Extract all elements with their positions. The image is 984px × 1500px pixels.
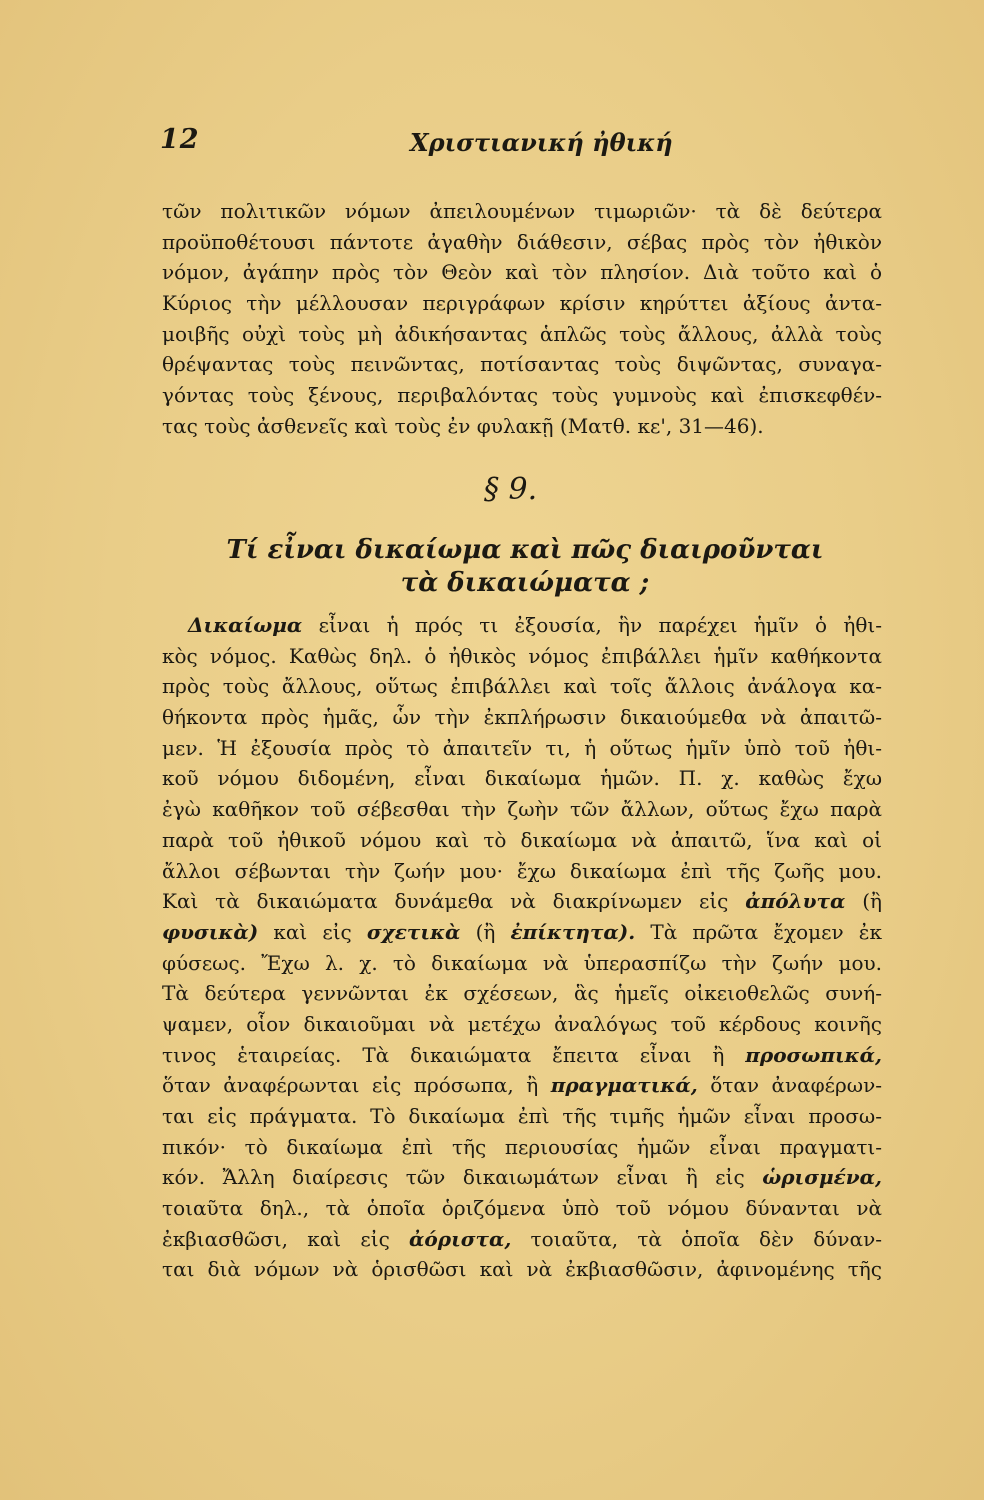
text-line bbox=[162, 610, 882, 641]
text-run: ἐκβιασθῶσι, καὶ εἰς bbox=[162, 1226, 410, 1251]
text-line: ψαμεν, οἷον δικαιοῦμαι νὰ μετέχω ἀναλόγως τοῦ κέρδους κοινῆς bbox=[162, 1011, 882, 1036]
section-title-line-1: Τί εἶναι δικαίωμα καὶ πῶς διαιροῦνται bbox=[226, 535, 824, 565]
emphasized-term: σχετικὰ bbox=[366, 919, 461, 944]
text-line: φύσεως. Ἔχω λ. χ. τὸ δικαίωμα νὰ ὑπερασπίζω τὴν ζωήν μου. bbox=[162, 950, 882, 975]
text-line: τας τοὺς ἀσθενεῖς καὶ τοὺς ἐν φυλακῇ (Ματθ. κε', 31—46). bbox=[162, 413, 764, 438]
text-run: τοιαῦτα, τὰ ὁποῖα δὲν δύναν- bbox=[511, 1226, 882, 1251]
section-title-line-2: τὰ δικαιώματα ; bbox=[400, 568, 650, 598]
text-line: κοῦ νόμου διδομένη, εἶναι δικαίωμα ἡμῶν. Π. χ. καθὼς ἔχω bbox=[162, 766, 882, 791]
text-line: μεν. Ἡ ἐξουσία πρὸς τὸ ἀπαιτεῖν τι, ἡ οὕτως ἡμῖν ὑπὸ τοῦ ἠθι- bbox=[162, 735, 882, 760]
text-line: θήκοντα πρὸς ἡμᾶς, ὧν τὴν ἐκπλήρωσιν δικαιούμεθα νὰ ἀπαιτῶ- bbox=[162, 705, 882, 730]
text-line bbox=[162, 1040, 882, 1071]
text-line: ται διὰ νόμων νὰ ὁρισθῶσι καὶ νὰ ἐκβιασθῶσιν, ἀφινομένης τῆς bbox=[162, 1257, 882, 1282]
text-run: Τὰ πρῶτα ἔχομεν ἐκ bbox=[635, 919, 882, 944]
running-title: Χριστιανική ἠθική bbox=[410, 128, 673, 157]
emphasized-term: πραγματικά, bbox=[550, 1073, 698, 1098]
text-line: κὸς νόμος. Καθὼς δηλ. ὁ ἠθικὸς νόμος ἐπιβάλλει ἡμῖν καθήκοντα bbox=[162, 643, 882, 668]
emphasized-term: ἀπόλυτα bbox=[745, 889, 846, 914]
section-number: § 9. bbox=[484, 472, 538, 507]
text-line: γόντας τοὺς ξένους, περιβαλόντας τοὺς γυμνοὺς καὶ ἐπισκεφθέν- bbox=[162, 383, 882, 408]
emphasized-term: προσωπικά, bbox=[745, 1042, 882, 1067]
text-line bbox=[162, 917, 882, 948]
text-line: τοιαῦτα δηλ., τὰ ὁποῖα ὁριζόμενα ὑπὸ τοῦ νόμου δύνανται νὰ bbox=[162, 1196, 882, 1221]
defined-term: Δικαίωμα bbox=[188, 613, 303, 637]
text-line: Τὰ δεύτερα γεννῶνται ἐκ σχέσεων, ἃς ἡμεῖς οἰκειοθελῶς συνή- bbox=[162, 981, 882, 1006]
text-line: πικόν· τὸ δικαίωμα ἐπὶ τῆς περιουσίας ἡμῶν εἶναι πραγματι- bbox=[162, 1134, 882, 1159]
text-run: τινος ἑταιρείας. Τὰ δικαιώματα ἔπειτα εἶναι ἢ bbox=[162, 1042, 746, 1067]
text-line: νόμον, ἀγάπην πρὸς τὸν Θεὸν καὶ τὸν πλησίον. Διὰ τοῦτο καὶ ὁ bbox=[162, 260, 882, 285]
text-line bbox=[162, 1070, 882, 1101]
text-line: Κύριος τὴν μέλλουσαν περιγράφων κρίσιν κηρύττει ἀξίους ἀντα- bbox=[162, 291, 882, 316]
page-number: 12 bbox=[160, 124, 200, 155]
text-run: Καὶ τὰ δικαιώματα δυνάμεθα νὰ διακρίνωμεν εἰς bbox=[162, 889, 746, 914]
emphasized-term: ἀόριστα, bbox=[409, 1226, 512, 1251]
text-run: κόν. Ἄλλη διαίρεσις τῶν δικαιωμάτων εἶναι ἢ εἰς bbox=[162, 1165, 763, 1190]
emphasized-term: ἐπίκτητα). bbox=[510, 919, 636, 944]
text-line: θρέψαντας τοὺς πεινῶντας, ποτίσαντας τοὺς διψῶντας, συναγα- bbox=[162, 352, 882, 377]
text-line bbox=[162, 886, 882, 917]
text-line: ται εἰς πράγματα. Τὸ δικαίωμα ἐπὶ τῆς τιμῆς ἡμῶν εἶναι προσω- bbox=[162, 1104, 882, 1128]
text-run: καὶ εἰς bbox=[258, 919, 367, 944]
text-line: μοιβῆς οὐχὶ τοὺς μὴ ἀδικήσαντας ἁπλῶς τοὺς ἄλλους, ἀλλὰ τοὺς bbox=[162, 321, 882, 346]
text-line: τῶν πολιτικῶν νόμων ἀπειλουμένων τιμωριῶν· τὰ δὲ δεύτερα bbox=[162, 199, 882, 223]
bottom-paragraph bbox=[162, 610, 882, 1285]
running-header bbox=[160, 120, 880, 168]
text-run: (ἢ bbox=[460, 919, 511, 944]
text-line bbox=[162, 1224, 882, 1255]
text-line: ἄλλοι σέβωνται τὴν ζωήν μου· ἔχω δικαίωμα ἐπὶ τῆς ζωῆς μου. bbox=[162, 858, 882, 883]
text-line: παρὰ τοῦ ἠθικοῦ νόμου καὶ τὸ δικαίωμα νὰ ἀπαιτῶ, ἵνα καὶ οἱ bbox=[162, 827, 882, 852]
text-line: προϋποθέτουσι πάντοτε ἀγαθὴν διάθεσιν, σέβας πρὸς τὸν ἠθικὸν bbox=[162, 229, 882, 254]
text-line: ἐγὼ καθῆκον τοῦ σέβεσθαι τὴν ζωὴν τῶν ἄλλων, οὕτως ἔχω παρὰ bbox=[162, 797, 882, 822]
text-run: ὅταν ἀναφέρωνται εἰς πρόσωπα, ἢ bbox=[162, 1073, 551, 1098]
emphasized-term: φυσικὰ) bbox=[162, 919, 259, 944]
text-line bbox=[162, 1162, 882, 1193]
text-run: (ἢ bbox=[845, 889, 882, 914]
text-run: εἶναι ἡ πρός τι ἐξουσία, ἣν παρέχει ἡμῖν ὁ ἠθι- bbox=[302, 613, 882, 637]
text-run: ὅταν ἀναφέρων- bbox=[697, 1073, 882, 1098]
text-line: πρὸς τοὺς ἄλλους, οὕτως ἐπιβάλλει καὶ τοῖς ἄλλοις ἀνάλογα κα- bbox=[162, 674, 882, 699]
top-paragraph bbox=[162, 196, 882, 442]
emphasized-term: ὡρισμένα, bbox=[762, 1165, 882, 1190]
